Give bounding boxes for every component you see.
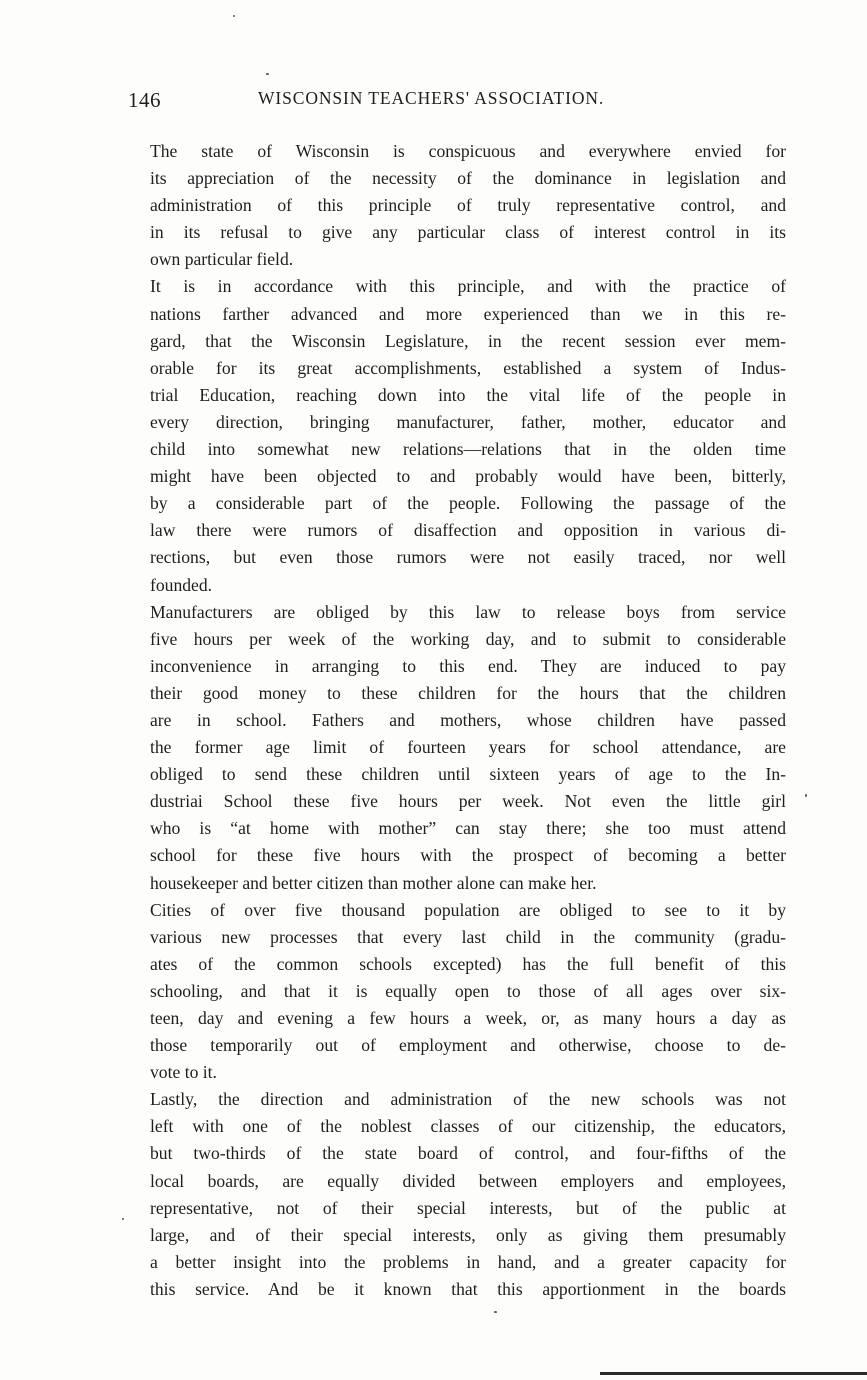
- paragraph: [131, 138, 786, 273]
- page-header: [128, 88, 783, 118]
- text-line: inconvenience in arranging to this end. They are induced to pay: [150, 655, 786, 676]
- text-line: orable for its great accomplishments, established a system of Indus-: [150, 357, 786, 378]
- text-line: ates of the common schools excepted) has the full benefit of this: [150, 953, 786, 974]
- text-line: are in school. Fathers and mothers, whose children have passed: [150, 709, 786, 730]
- text-line: large, and of their special interests, only as giving them presumably: [150, 1224, 786, 1245]
- text-line: obliged to send these children until sixteen years of age to the In-: [150, 764, 786, 785]
- text-line: teen, day and evening a few hours a week, or, as many hours a day as: [150, 1008, 786, 1028]
- text-line: It is in accordance with this principle, and with the practice of: [150, 276, 786, 297]
- text-line: might have been objected to and probably would have been, bitterly,: [150, 466, 786, 487]
- text-line: nations farther advanced and more experienced than we in this re-: [150, 303, 786, 324]
- text-line: schooling, and that it is equally open to those of all ages over six-: [150, 980, 786, 1001]
- text-line: rections, but even those rumors were not easily traced, nor well: [150, 547, 786, 568]
- text-line: dustriai School these five hours per week. Not even the little girl: [150, 791, 786, 812]
- text-line: Lastly, the direction and administration of the new schools was not: [150, 1089, 786, 1110]
- text-line: various new processes that every last child in the community (gradu-: [150, 926, 786, 947]
- text-line: representative, not of their special interests, but of the public at: [150, 1197, 786, 1218]
- running-head: WISCONSIN TEACHERS' ASSOCIATION.: [258, 88, 605, 108]
- text-line: founded.: [150, 574, 213, 595]
- text-line: their good money to these children for the hours that the children: [150, 682, 786, 703]
- paragraph: [131, 273, 786, 598]
- paragraph: [131, 599, 786, 897]
- text-line: own particular field.: [150, 249, 294, 270]
- scan-speck: [494, 1311, 497, 1313]
- text-line: in its refusal to give any particular class of interest control in its: [150, 222, 786, 243]
- body-text: [131, 138, 786, 1303]
- text-line: left with one of the noblest classes of our citizenship, the educators,: [150, 1116, 786, 1137]
- text-line: but two-thirds of the state board of control, and four-fifths of the: [150, 1143, 786, 1164]
- text-line: by a considerable part of the people. Following the passage of the: [150, 493, 786, 514]
- page-number: 146: [128, 88, 161, 112]
- scan-speck: [122, 1218, 124, 1220]
- text-line: a better insight into the problems in hand, and a greater capacity for: [150, 1251, 786, 1272]
- text-line: who is “at home with mother” can stay there; she too must attend: [150, 818, 786, 839]
- text-line: administration of this principle of truly representative control, and: [150, 195, 786, 216]
- text-line: Cities of over five thousand population are obliged to see to it by: [150, 899, 786, 920]
- text-line: this service. And be it known that this apportionment in the boards: [150, 1278, 786, 1299]
- text-line: child into somewhat new relations—relations that in the olden time: [150, 439, 786, 460]
- scan-speck: [266, 73, 269, 75]
- text-line: school for these five hours with the prospect of becoming a better: [150, 845, 786, 866]
- text-line: its appreciation of the necessity of the dominance in legislation and: [150, 168, 786, 189]
- text-line: The state of Wisconsin is conspicuous and everywhere envied for: [150, 141, 786, 161]
- text-line: those temporarily out of employment and otherwise, choose to de-: [150, 1035, 786, 1056]
- paragraph: [131, 897, 786, 1087]
- paragraph: [131, 1086, 786, 1303]
- text-line: housekeeper and better citizen than mother alone can make her.: [150, 872, 597, 893]
- text-line: five hours per week of the working day, and to submit to considerable: [150, 628, 786, 649]
- text-line: law there were rumors of disaffection and opposition in various di-: [150, 520, 786, 541]
- scan-edge-rule: [600, 1372, 867, 1375]
- text-line: vote to it.: [150, 1062, 217, 1083]
- text-line: gard, that the Wisconsin Legislature, in the recent session ever mem-: [150, 330, 786, 351]
- text-line: Manufacturers are obliged by this law to release boys from service: [150, 601, 786, 622]
- text-line: every direction, bringing manufacturer, father, mother, educator and: [150, 411, 786, 432]
- scan-speck: [805, 794, 807, 797]
- text-line: local boards, are equally divided between employers and employees,: [150, 1170, 786, 1191]
- text-line: the former age limit of fourteen years for school attendance, are: [150, 737, 786, 758]
- scan-speck: [233, 15, 235, 17]
- text-line: trial Education, reaching down into the vital life of the people in: [150, 384, 786, 405]
